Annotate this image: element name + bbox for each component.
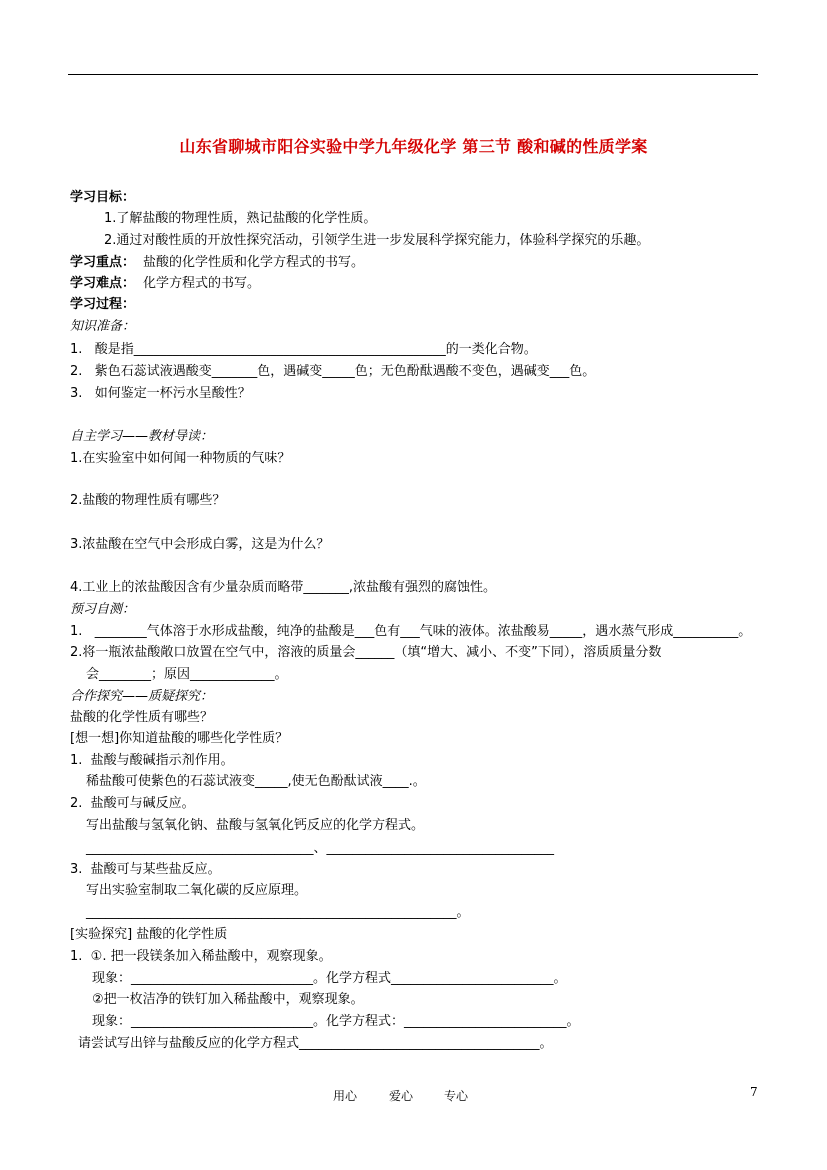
question-item: 1. 盐酸与酸碱指示剂作用。 [70,753,234,768]
question-item-continued: 会________；原因_____________。 [86,667,288,682]
question-detail: 现象：____________________________。化学方程式：_________________________。 [92,1014,580,1029]
subheading-self-study: 自主学习——教材导读： [70,429,214,444]
question-item: 4.工业上的浓盐酸因含有少量杂质而略带_______,浓盐酸有强烈的腐蚀性。 [70,580,497,595]
question-detail: 写出盐酸与氢氧化钠、盐酸与氢氧化钙反应的化学方程式。 [86,818,425,833]
question-detail: 稀盐酸可使紫色的石蕊试液变_____,使无色酚酞试液____.。 [86,774,426,789]
subheading-preview-test: 预习自测： [70,602,136,617]
question-item: 请尝试写出锌与盐酸反应的化学方程式_____________________________________。 [78,1036,553,1051]
question-item: 3. 盐酸可与某些盐反应。 [70,862,221,877]
key-points-text: 盐酸的化学性质和化学方程式的书写。 [143,255,365,270]
question-detail: 现象：____________________________。化学方程式_________________________。 [92,971,567,986]
question-item: 2.盐酸的物理性质有哪些？ [70,493,226,508]
footer-label: 用心 [333,1089,358,1103]
goal-item: 1.了解盐酸的物理性质，熟记盐酸的化学性质。 [104,211,377,226]
question-item: 1. ________气体溶于水形成盐酸，纯净的盐酸是___色有___气味的液体。浓盐酸易_____，遇水蒸气形成__________。 [70,624,752,639]
difficulties-text: 化学方程式的书写。 [143,276,261,291]
question-item: 1. ①. 把一段镁条加入稀盐酸中，观察现象。 [70,949,332,964]
page-number: 7 [750,1085,758,1099]
subheading-cooperative-inquiry: 合作探究——质疑探究： [70,689,214,704]
subheading-knowledge-prep: 知识准备： [70,319,136,334]
question-item: 2.将一瓶浓盐酸敞口放置在空气中，溶液的质量会______（填“增大、减小、不变”下同），溶质质量分数 [70,645,662,660]
document-title: 山东省聊城市阳谷实验中学九年级化学 第三节 酸和碱的性质学案 [179,137,648,156]
header-rule [68,74,758,75]
question-item: 1. 酸是指________________________________________________的一类化合物。 [70,342,537,357]
answer-blank-line: ___________________________________、___________________________________ [86,841,554,856]
question-item: 盐酸的化学性质有哪些？ [70,710,214,725]
question-detail: ②把一枚洁净的铁钉加入稀盐酸中，观察现象。 [92,992,364,1007]
footer-label: 爱心 [389,1089,414,1103]
question-item: 3. 如何鉴定一杯污水呈酸性？ [70,386,251,401]
section-heading-key-points: 学习重点： [70,255,136,270]
section-heading-goals: 学习目标： [70,190,136,205]
question-item: 2. 紫色石蕊试液遇酸变_______色，遇碱变_____色；无色酚酞遇酸不变色，遇碱变___色。 [70,364,596,379]
section-heading-difficulties: 学习难点： [70,276,136,291]
question-item: 3.浓盐酸在空气中会形成白雾，这是为什么？ [70,537,330,552]
answer-blank-line: _________________________________________________________。 [86,905,470,920]
question-detail: 写出实验室制取二氧化碳的反应原理。 [86,883,308,898]
question-item: [想一想]你知道盐酸的哪些化学性质？ [70,731,289,746]
subheading-experiment: [实验探究] 盐酸的化学性质 [70,927,228,942]
goal-item: 2.通过对酸性质的开放性探究活动，引领学生进一步发展科学探究能力，体验科学探究的乐趣。 [104,233,650,248]
question-item: 2. 盐酸可与碱反应。 [70,796,195,811]
section-heading-process: 学习过程： [70,297,136,312]
question-item: 1.在实验室中如何闻一种物质的气味？ [70,451,291,466]
footer-label: 专心 [444,1089,469,1103]
